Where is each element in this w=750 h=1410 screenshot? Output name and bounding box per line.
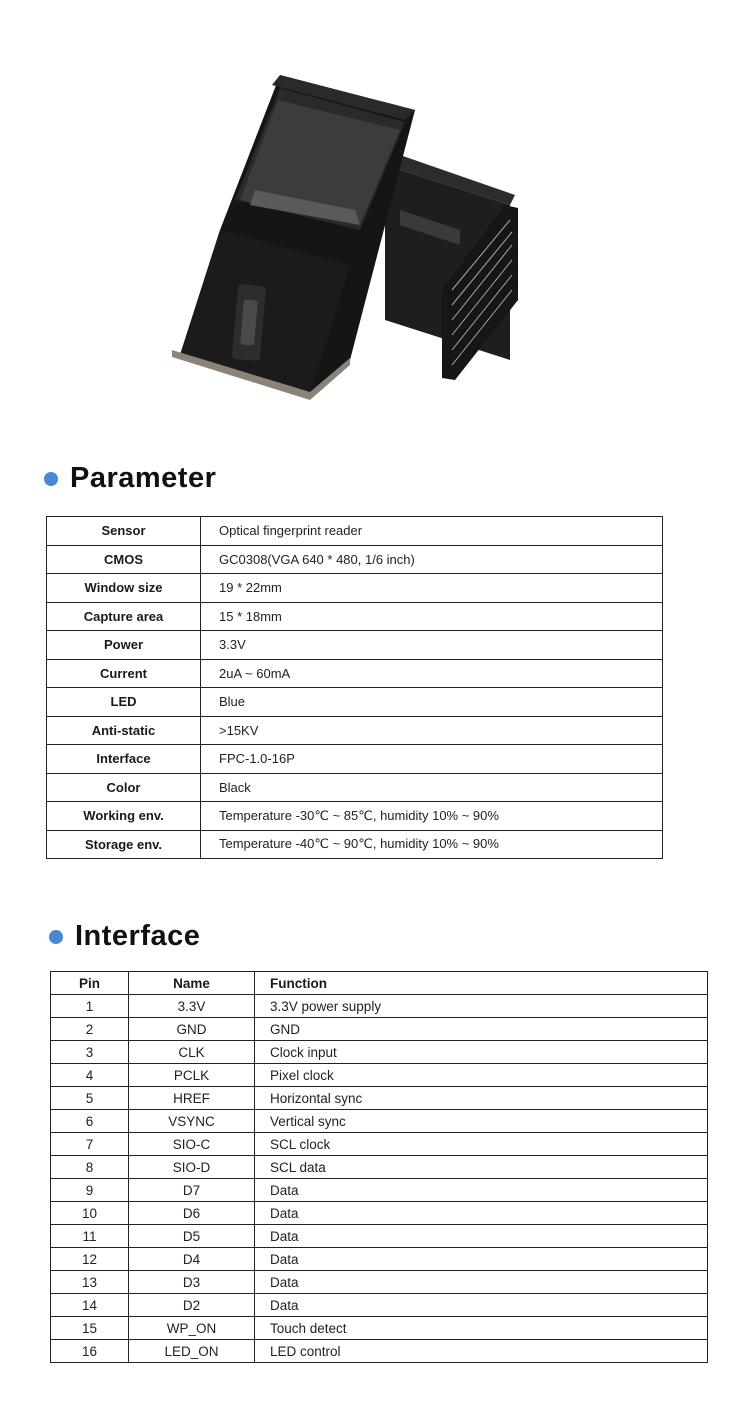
table-row (47, 688, 663, 717)
pin-cell: 15 (51, 1317, 129, 1340)
name-cell: 3.3V (129, 995, 255, 1018)
table-row (47, 574, 663, 603)
function-cell: Data (255, 1202, 708, 1225)
table-row (51, 1041, 708, 1064)
function-cell: Clock input (255, 1041, 708, 1064)
parameter-key: Anti-static (47, 716, 201, 745)
parameter-key: CMOS (47, 545, 201, 574)
bullet-dot-icon (49, 930, 63, 944)
name-cell: PCLK (129, 1064, 255, 1087)
pin-cell: 1 (51, 995, 129, 1018)
pin-cell: 3 (51, 1041, 129, 1064)
function-cell: Data (255, 1294, 708, 1317)
function-cell: SCL data (255, 1156, 708, 1179)
table-row (51, 1018, 708, 1041)
name-cell: SIO-C (129, 1133, 255, 1156)
pin-cell: 10 (51, 1202, 129, 1225)
pin-cell: 16 (51, 1340, 129, 1363)
parameter-value: GC0308(VGA 640 * 480, 1/6 inch) (201, 545, 663, 574)
table-row (51, 1156, 708, 1179)
table-row (47, 517, 663, 546)
parameter-value: 19 * 22mm (201, 574, 663, 603)
function-cell: GND (255, 1018, 708, 1041)
parameter-key: Sensor (47, 517, 201, 546)
table-row (47, 830, 663, 859)
name-cell: D2 (129, 1294, 255, 1317)
parameter-key: Interface (47, 745, 201, 774)
table-row (51, 1202, 708, 1225)
pin-cell: 9 (51, 1179, 129, 1202)
parameter-value: Temperature -30℃ ~ 85℃, humidity 10% ~ 90% (201, 802, 663, 831)
header-name: Name (129, 972, 255, 995)
parameter-key: LED (47, 688, 201, 717)
table-row (47, 659, 663, 688)
table-row (51, 1087, 708, 1110)
function-cell: Data (255, 1225, 708, 1248)
pin-cell: 13 (51, 1271, 129, 1294)
name-cell: D5 (129, 1225, 255, 1248)
function-cell: 3.3V power supply (255, 995, 708, 1018)
interface-table (50, 971, 708, 1363)
parameter-value: 2uA ~ 60mA (201, 659, 663, 688)
table-row (47, 745, 663, 774)
table-row (47, 773, 663, 802)
pin-cell: 2 (51, 1018, 129, 1041)
name-cell: D3 (129, 1271, 255, 1294)
function-cell: Data (255, 1179, 708, 1202)
name-cell: CLK (129, 1041, 255, 1064)
pin-cell: 8 (51, 1156, 129, 1179)
name-cell: VSYNC (129, 1110, 255, 1133)
table-row (51, 1179, 708, 1202)
name-cell: HREF (129, 1087, 255, 1110)
table-row (47, 602, 663, 631)
table-row (51, 1110, 708, 1133)
parameter-key: Power (47, 631, 201, 660)
table-row (51, 995, 708, 1018)
table-header-row (51, 972, 708, 995)
pin-cell: 7 (51, 1133, 129, 1156)
parameter-value: Blue (201, 688, 663, 717)
parameter-key: Current (47, 659, 201, 688)
parameter-value: FPC-1.0-16P (201, 745, 663, 774)
table-row (47, 631, 663, 660)
parameter-heading: Parameter (44, 462, 216, 495)
table-row (47, 802, 663, 831)
pin-cell: 6 (51, 1110, 129, 1133)
parameter-value: Temperature -40℃ ~ 90℃, humidity 10% ~ 90% (201, 830, 663, 859)
table-row (51, 1317, 708, 1340)
pin-cell: 14 (51, 1294, 129, 1317)
table-row (51, 1225, 708, 1248)
name-cell: WP_ON (129, 1317, 255, 1340)
header-pin: Pin (51, 972, 129, 995)
table-row (51, 1340, 708, 1363)
table-row (51, 1064, 708, 1087)
name-cell: D6 (129, 1202, 255, 1225)
table-row (51, 1133, 708, 1156)
fingerprint-module-image (160, 60, 540, 410)
function-cell: Vertical sync (255, 1110, 708, 1133)
pin-cell: 5 (51, 1087, 129, 1110)
function-cell: Touch detect (255, 1317, 708, 1340)
function-cell: LED control (255, 1340, 708, 1363)
parameter-value: >15KV (201, 716, 663, 745)
table-row (51, 1248, 708, 1271)
parameter-value: Optical fingerprint reader (201, 517, 663, 546)
parameter-value: 15 * 18mm (201, 602, 663, 631)
name-cell: D4 (129, 1248, 255, 1271)
pin-cell: 4 (51, 1064, 129, 1087)
table-row (47, 716, 663, 745)
parameter-key: Window size (47, 574, 201, 603)
pin-cell: 12 (51, 1248, 129, 1271)
parameter-value: Black (201, 773, 663, 802)
name-cell: LED_ON (129, 1340, 255, 1363)
parameter-value: 3.3V (201, 631, 663, 660)
parameter-key: Storage env. (47, 830, 201, 859)
function-cell: Data (255, 1248, 708, 1271)
parameter-key: Color (47, 773, 201, 802)
table-row (51, 1271, 708, 1294)
table-row (51, 1294, 708, 1317)
parameter-table (46, 516, 663, 859)
name-cell: D7 (129, 1179, 255, 1202)
name-cell: GND (129, 1018, 255, 1041)
name-cell: SIO-D (129, 1156, 255, 1179)
parameter-key: Capture area (47, 602, 201, 631)
bullet-dot-icon (44, 472, 58, 486)
function-cell: SCL clock (255, 1133, 708, 1156)
pin-cell: 11 (51, 1225, 129, 1248)
interface-heading: Interface (49, 920, 200, 953)
table-row (47, 545, 663, 574)
function-cell: Pixel clock (255, 1064, 708, 1087)
function-cell: Horizontal sync (255, 1087, 708, 1110)
parameter-key: Working env. (47, 802, 201, 831)
function-cell: Data (255, 1271, 708, 1294)
header-function: Function (255, 972, 708, 995)
